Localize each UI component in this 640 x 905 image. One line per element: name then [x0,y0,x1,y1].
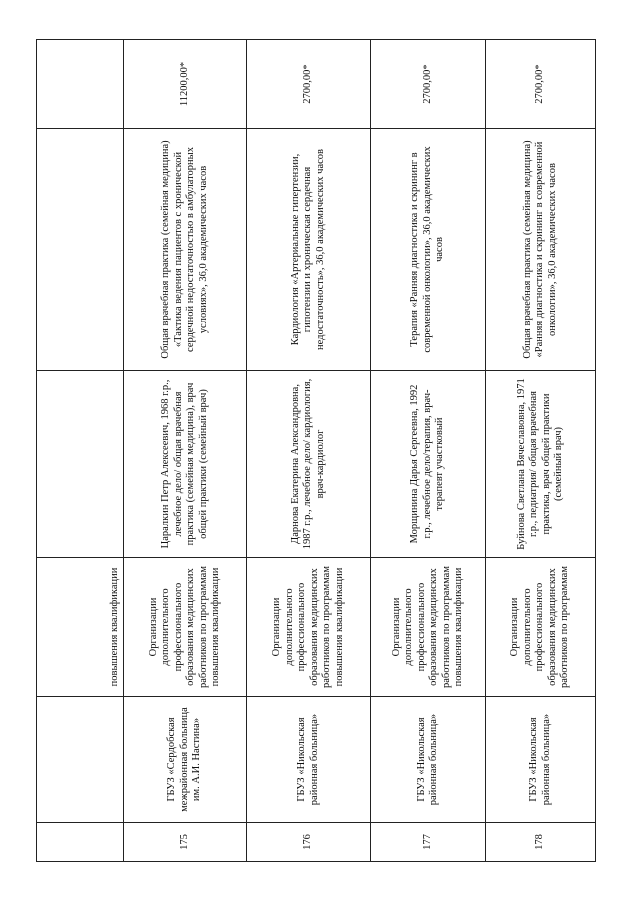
cell-program: Терапия «Ранняя диагностика и скрининг в современной онкологии», 36,0 академических часов [371,129,486,371]
training-table [36,39,596,862]
cell-person-empty [37,371,124,558]
cell-institution-empty [37,697,124,823]
cell-org-kind: Организации дополнительного профессионального образования медицинских работников по программам повышения квалификации [124,558,247,697]
cell-cost: 2700,00* [247,40,371,129]
table-row-header [37,40,124,862]
cell-person: Царалкин Петр Алексеевич, 1968 г.р., лечебное дело/ общая врачебная практика (семейная медицина), врач общей практики (семейный врач) [124,371,247,558]
cell-institution: ГБУЗ «Сердобская межрайонная больница им. А.И. Настина» [124,697,247,823]
cell-org-kind: Организации дополнительного профессионального образования медицинских работников по программам повышения квалификации [371,558,486,697]
cell-num-empty [37,823,124,862]
table-row [486,40,596,862]
cell-num: 176 [247,823,371,862]
cell-org-kind: Организации дополнительного профессионального образования медицинских работников по программам [486,558,596,697]
cell-program: Общая врачебная практика (семейная медицина) «Тактика ведения пациентов с хронической сердечной недостаточностью в амбулаторных условиях», 36,0 академических часов [124,129,247,371]
cell-institution: ГБУЗ «Никольская районная больница» [247,697,371,823]
cell-institution: ГБУЗ «Никольская районная больница» [486,697,596,823]
cell-institution: ГБУЗ «Никольская районная больница» [371,697,486,823]
rotated-table-container [36,40,571,862]
cell-program: Кардиология «Артериальные гипертензии, гипотензии и хроническая сердечная недостаточность», 36,0 академических часов [247,129,371,371]
cell-num: 177 [371,823,486,862]
table-row [247,40,371,862]
cell-cost-empty [37,40,124,129]
cell-program-empty [37,129,124,371]
cell-program: Общая врачебная практика (семейная медицина) «Ранняя диагностика и скрининг в современной онкологии», 36,0 академических часов [486,129,596,371]
cell-cost: 11200,00* [124,40,247,129]
cell-org-kind: Организации дополнительного профессионального образования медицинских работников по программам повышения квалификации [247,558,371,697]
cell-person: Буйнова Светлана Вячеславовна, 1971 г.р., педиатрия/ общая врачебная практика, врач общей практики (семейный врач) [486,371,596,558]
cell-person: Дарнова Екатерина Александровна, 1987 г.р., лечебное дело/ кардиология, врач-кардиолог [247,371,371,558]
cell-num: 178 [486,823,596,862]
cell-org-kind: повышения квалификации [37,558,124,697]
table-row [124,40,247,862]
cell-num: 175 [124,823,247,862]
cell-cost: 2700,00* [486,40,596,129]
cell-person: Морщинина Дарья Сергеевна, 1992 г.р., лечебное дело/терапия, врач-терапевт участковый [371,371,486,558]
cell-cost: 2700,00* [371,40,486,129]
table-row [371,40,486,862]
